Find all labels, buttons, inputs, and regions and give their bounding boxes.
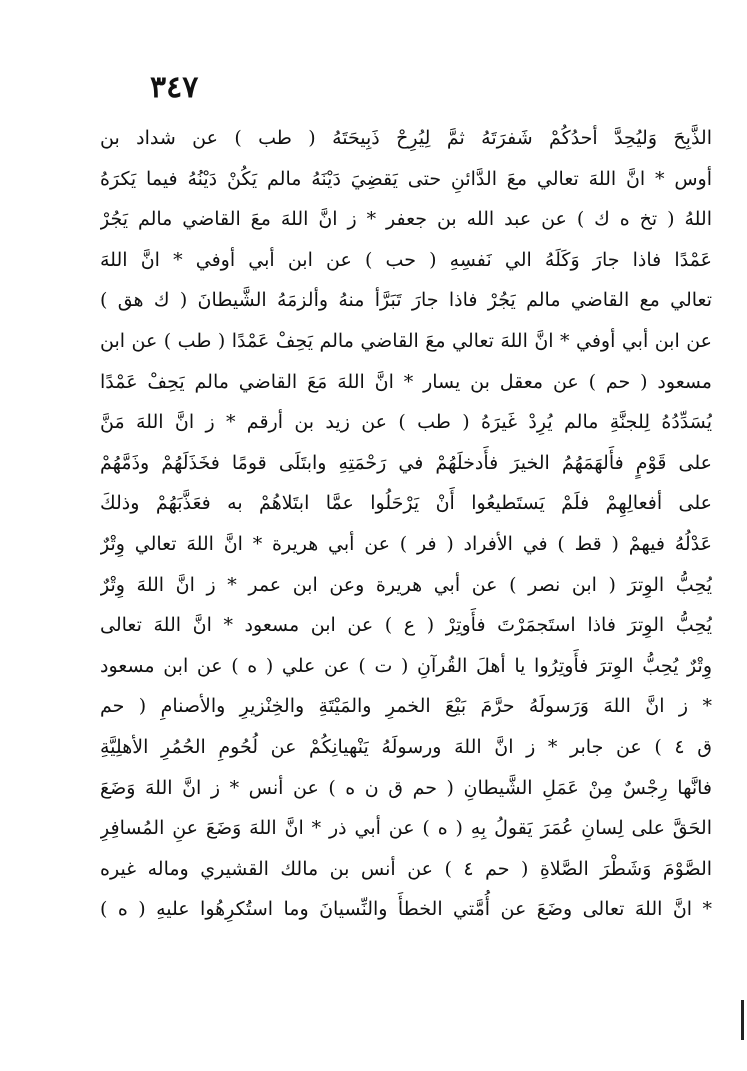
text-line: الذَّبِحَ وَليُحِدَّ أحدُكُمْ شَفرَتَهُ ثمَّ لِيُرِحْ ذَبِيحَتَهُ ( طب ) عن شداد بن: [100, 127, 712, 149]
text-line: الصَّوْمَ وَشَطْرَ الصَّلاةِ ( حم ٤ ) عن أنس بن مالك القشيري وماله غيره: [100, 857, 712, 880]
page-number: ٣٤٧: [150, 70, 199, 105]
text-line: ق ٤ ) عن جابر * ز انَّ اللهَ ورسولَهُ يَنْهيانِكُمْ عن لُحُومِ الحُمُرِ الأهلِيَّةِ: [100, 735, 712, 758]
text-line: يُحِبُّ الوِترَ فاذا استَجمَرْتَ فأَوتِرْ ( ع ) عن ابن مسعود * انَّ اللهَ تعالى: [100, 614, 712, 637]
text-line: عَدْلُهُ فيهمْ ( قط ) في الأفراد ( فر ) عن أبي هريرة * انَّ اللهَ تعالي وِتْرٌ: [100, 532, 712, 555]
text-line: * ز انَّ اللهَ وَرَسولَهُ حرَّمَ بَيْعَ الخمرِ والمَيْتَةِ والخِنْزيرِ والأصنامِ ( حم: [100, 695, 712, 718]
text-line: فانَّها رِجْسٌ مِنْ عَمَلِ الشَّيطانِ ( حم ق ن ه ) عن أنس * ز انَّ اللهَ وَضَعَ: [100, 776, 712, 799]
text-line: مسعود ( حم ) عن معقل بن يسار * انَّ اللهَ مَعَ القاضي مالم يَحِفْ عَمْدًا: [100, 370, 712, 393]
text-line: عن ابن أبي أوفي * انَّ اللهَ تعالي معَ القاضي مالم يَحِفْ عَمْدًا ( طب ) عن ابن: [100, 329, 712, 352]
text-line: عَمْدًا فاذا جارَ وَكَلَهُ الي نَفسِهِ ( حب ) عن ابن أبي أوفي * انَّ اللهَ: [100, 248, 712, 271]
scan-edge-mark: [741, 1000, 744, 1040]
text-line: تعالي مع القاضي مالم يَجُرْ فاذا جارَ تَبَرَّأ منهُ وألزمَهُ الشَّيطانَ ( ك هق ): [100, 289, 712, 312]
text-line: يُحِبُّ الوِترَ ( ابن نصر ) عن أبي هريرة وعن ابن عمر * ز انَّ اللهَ وِتْرٌ: [100, 573, 712, 596]
hadith-text-body: [100, 118, 712, 930]
text-line: أوس * انَّ اللهَ تعالي معَ الدَّائنِ حتى يَقضِيَ دَيْنَهُ مالم يَكُنْ دَيْنُهُ فيما يَكرَهُ: [100, 167, 712, 190]
text-line: يُسَدِّدُهُ لِلجنَّةِ مالم يُرِدْ غَيرَهُ ( طب ) عن زيد بن أرقم * ز انَّ اللهَ مَنَّ: [100, 411, 712, 434]
text-line: الحَقَّ على لِسانِ عُمَرَ يَقولُ بِهِ ( ه ) عن أبي ذر * انَّ اللهَ وَضَعَ عنِ المُسافِرِ: [100, 817, 712, 840]
text-line: اللهُ ( تخ ه ك ) عن عبد الله بن جعفر * ز انَّ اللهَ معَ القاضي مالم يَجُرْ: [100, 208, 712, 231]
text-line: وِتْرٌ يُحِبُّ الوِترَ فأَوتِرُوا يا أهلَ القُرآنِ ( ت ) عن علي ( ه ) عن ابن مسعود: [100, 654, 712, 677]
text-line: * انَّ اللهَ تعالى وضَعَ عن أُمَّتي الخطأَ والنِّسيانَ وما استُكرِهُوا عليهِ ( ه ): [100, 898, 712, 921]
text-line: على قَوْمٍ فأَلهَمَهُمُ الخيرَ فأَدخلَهُمْ في رَحْمَتِهِ وابتَلَى قومًا فخَذَلَهُمْ وذَمَّهُمْ: [100, 451, 712, 474]
text-line: على أفعالِهِمْ فلَمْ يَستَطيعُوا أَنْ يَرْحَلُوا عمَّا ابتَلاهُمْ به فعَذَّبَهُمْ وذلكَ: [100, 492, 712, 515]
